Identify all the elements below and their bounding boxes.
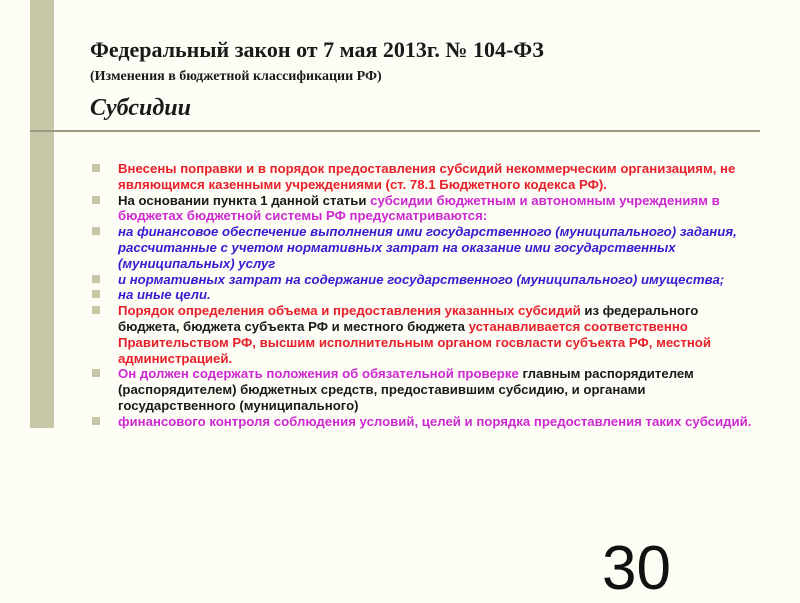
bullet-text: и нормативных затрат на содержание государственного (муниципального) имущества; bbox=[118, 271, 725, 287]
bullet-marker-icon bbox=[92, 306, 100, 314]
title-divider bbox=[30, 130, 760, 132]
bullet-marker-icon bbox=[92, 369, 100, 377]
bullet-marker-icon bbox=[92, 227, 100, 235]
bullet-item bbox=[92, 287, 762, 303]
bullet-item bbox=[92, 193, 762, 225]
bullet-item bbox=[92, 161, 762, 193]
slide-subtitle: (Изменения в бюджетной классификации РФ) bbox=[90, 69, 382, 84]
bullet-item bbox=[92, 303, 762, 366]
bullet-item bbox=[92, 414, 762, 430]
bullet-text: Порядок определения объема и предоставления указанных субсидий bbox=[118, 303, 585, 319]
side-decor-strip bbox=[30, 0, 54, 428]
bullet-text: Он должен содержать положения об обязательной проверке bbox=[118, 366, 523, 382]
bullet-marker-icon bbox=[92, 290, 100, 298]
bullet-item bbox=[92, 224, 762, 271]
bullet-text: на финансовое обеспечение выполнения ими государственного (муниципального) задания, рассчитанные с учетом нормативных затрат на оказание ими государственных (муниципальных) услуг bbox=[118, 224, 737, 271]
slide-title: Федеральный закон от 7 мая 2013г. № 104-ФЗ bbox=[90, 37, 544, 62]
bullet-list bbox=[92, 161, 762, 430]
bullet-marker-icon bbox=[92, 164, 100, 172]
bullet-text: финансового контроля соблюдения условий, целей и порядка предоставления таких субсидий. bbox=[118, 413, 752, 429]
bullet-text: главным распорядителем (распорядителем) бюджетных средств, предоставившим субсидию, и органами государственного (муниципального) bbox=[118, 366, 694, 413]
bullet-text: Внесены поправки и в порядок предоставления субсидий некоммерческим организациям, не являющимся казенными учреждениями (ст. 78.1 Бюджетного кодекса РФ). bbox=[118, 161, 736, 192]
bullet-text: субсидии бюджетным и автономным учреждениям в бюджетах бюджетной системы РФ предусматриваются: bbox=[118, 192, 720, 224]
bullet-item bbox=[92, 366, 762, 413]
bullet-marker-icon bbox=[92, 275, 100, 283]
bullet-text: На основании пункта 1 данной статьи bbox=[118, 192, 371, 208]
bullet-marker-icon bbox=[92, 417, 100, 425]
page-number: 30 bbox=[602, 534, 671, 603]
slide-title-block bbox=[90, 36, 770, 122]
bullet-marker-icon bbox=[92, 196, 100, 204]
bullet-text: устанавливается соответственно Правительством РФ, высшим исполнительным органом госвласти субъекта РФ, местной администрацией. bbox=[118, 318, 711, 366]
bullet-item bbox=[92, 272, 762, 288]
bullet-text: на иные цели. bbox=[118, 287, 211, 303]
bullet-text: из федерального бюджета, бюджета субъекта РФ и местного бюджета bbox=[118, 303, 699, 334]
section-heading: Субсидии bbox=[90, 95, 191, 121]
